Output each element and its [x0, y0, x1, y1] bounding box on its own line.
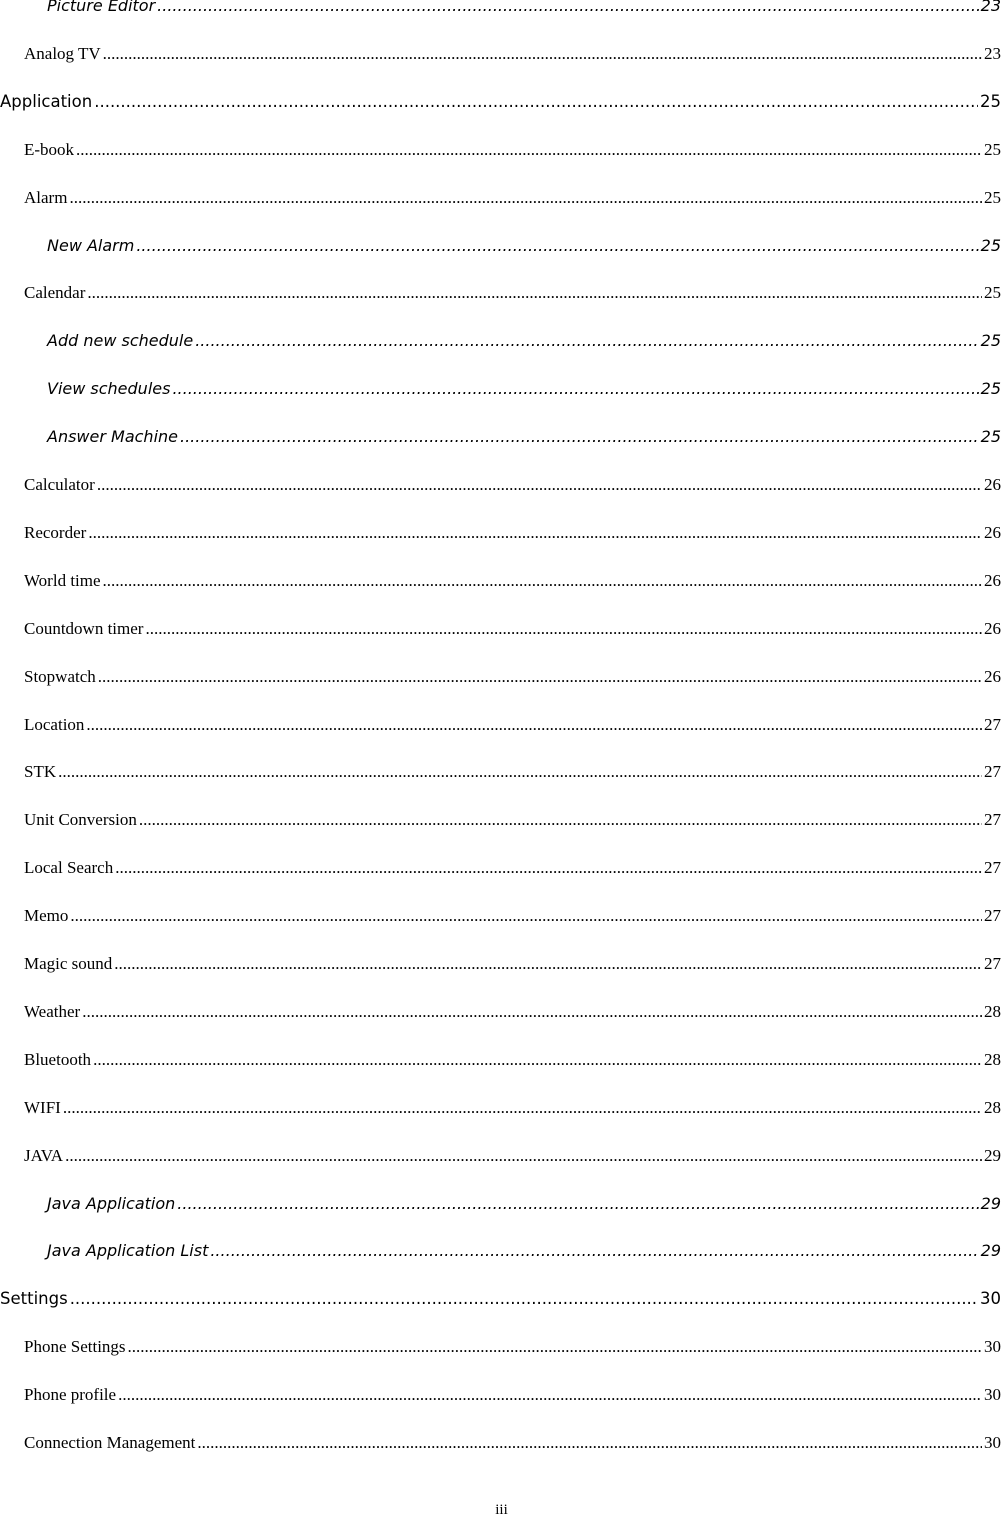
dot-leader [139, 810, 982, 830]
dot-leader [145, 619, 982, 639]
toc-entry[interactable] [24, 571, 1001, 591]
toc-entry-title: Analog TV [24, 43, 101, 63]
dot-leader [87, 283, 982, 303]
toc-entry[interactable] [24, 140, 1001, 160]
toc-entry-title: Weather [24, 1001, 81, 1021]
toc-entry-page: 27 [984, 762, 1001, 782]
toc-entry-title: Phone profile [24, 1385, 117, 1405]
dot-leader [114, 954, 982, 974]
toc-entry[interactable] [24, 1098, 1001, 1118]
toc-entry-page: 26 [984, 666, 1001, 686]
toc-entry-page: 30 [980, 1289, 1001, 1309]
toc-entry[interactable] [24, 523, 1001, 543]
dot-leader [76, 140, 982, 160]
toc-entry-page: 25 [980, 427, 1001, 447]
dot-leader [103, 571, 982, 591]
toc-entry[interactable] [24, 667, 1001, 687]
dot-leader [70, 906, 982, 926]
dot-leader [128, 1337, 982, 1357]
toc-entry[interactable] [24, 1337, 1001, 1357]
toc-entry-title: View schedules [47, 379, 171, 399]
dot-leader [177, 1194, 978, 1213]
toc-entry-page: 29 [980, 1193, 1001, 1213]
toc-entry[interactable] [24, 858, 1001, 878]
toc-entry[interactable] [47, 1194, 1001, 1213]
toc-entry-page: 23 [980, 0, 1001, 15]
toc-entry[interactable] [24, 283, 1001, 303]
toc-entry[interactable] [0, 92, 1001, 111]
toc-entry-title: Alarm [24, 187, 68, 207]
dot-leader [98, 667, 982, 687]
dot-leader [118, 1385, 982, 1405]
toc-entry-title: New Alarm [47, 235, 135, 255]
toc-entry-title: Picture Editor [47, 0, 156, 15]
toc-entry-title: Location [24, 714, 85, 734]
toc-entry-title: JAVA [24, 1145, 64, 1165]
toc-entry-page: 28 [984, 1049, 1001, 1069]
toc-entry-page: 28 [984, 1001, 1001, 1021]
page-number: iii [495, 1502, 508, 1518]
toc-entry-page: 26 [984, 475, 1001, 494]
toc-entry[interactable] [24, 762, 1001, 782]
toc-entry-page: 26 [984, 522, 1001, 542]
toc-entry-title: STK [24, 762, 57, 782]
toc-entry[interactable] [0, 1289, 1001, 1308]
dot-leader [65, 1146, 982, 1166]
toc-entry-title: Stopwatch [24, 666, 96, 686]
toc-entry-page: 25 [980, 91, 1001, 111]
toc-entry-page: 29 [984, 1145, 1001, 1165]
toc-entry-title: Java Application [47, 1193, 176, 1213]
dot-leader [58, 762, 982, 782]
dot-leader [115, 858, 982, 878]
toc-entry-title: Connection Management [24, 1433, 196, 1452]
toc-entry-title: Settings [0, 1289, 68, 1309]
toc-entry-page: 30 [984, 1337, 1001, 1357]
toc-entry[interactable] [24, 1002, 1001, 1022]
dot-leader [97, 475, 982, 495]
toc-entry-page: 25 [984, 283, 1001, 303]
toc-entry-page: 30 [984, 1433, 1001, 1452]
dot-leader [70, 1289, 978, 1308]
toc-entry-page: 27 [984, 810, 1001, 830]
toc-entry[interactable] [24, 619, 1001, 639]
toc-entry-page: 26 [984, 570, 1001, 590]
toc-entry[interactable] [47, 427, 1001, 446]
toc-entry-title: Calendar [24, 283, 86, 303]
toc-entry-title: Calculator [24, 475, 95, 494]
toc-entry-page: 25 [980, 235, 1001, 255]
toc-entry-page: 25 [980, 331, 1001, 351]
toc-entry-title: Phone Settings [24, 1337, 126, 1357]
toc-entry-page: 27 [984, 858, 1001, 878]
toc-entry-title: Countdown timer [24, 618, 144, 638]
dot-leader [195, 331, 978, 350]
dot-leader [69, 188, 982, 208]
toc-entry[interactable] [24, 810, 1001, 830]
toc-entry-page: 25 [980, 379, 1001, 399]
toc-entry-title: Local Search [24, 858, 114, 878]
toc-entry-title: Magic sound [24, 954, 113, 973]
toc-entry-page: 27 [984, 906, 1001, 926]
toc-entry[interactable] [24, 1146, 1001, 1166]
dot-leader [94, 92, 978, 111]
toc-entry-title: Application [0, 91, 93, 111]
dot-leader [197, 1433, 982, 1453]
toc-entry[interactable] [47, 1241, 1001, 1260]
toc-entry-title: E-book [24, 139, 75, 159]
toc-entry[interactable] [24, 188, 1001, 208]
toc-entry[interactable] [24, 954, 1001, 974]
dot-leader [93, 1050, 982, 1070]
toc-entry-title: Bluetooth [24, 1049, 92, 1069]
dot-leader [88, 523, 982, 543]
dot-leader [172, 379, 978, 398]
toc-entry[interactable] [24, 1433, 1001, 1453]
toc-entry-page: 29 [980, 1241, 1001, 1261]
dot-leader [136, 236, 978, 255]
toc-entry-page: 25 [984, 187, 1001, 207]
toc-entry-title: Answer Machine [47, 427, 178, 447]
toc-entry[interactable] [47, 379, 1001, 398]
toc-entry[interactable] [24, 715, 1001, 735]
toc-entry[interactable] [47, 236, 1001, 255]
toc-entry-page: 27 [984, 954, 1001, 973]
toc-entry-page: 28 [984, 1097, 1001, 1117]
toc-entry-title: WIFI [24, 1097, 61, 1117]
toc-entry-title: Add new schedule [47, 331, 194, 351]
dot-leader [82, 1002, 982, 1022]
dot-leader [157, 0, 978, 15]
dot-leader [86, 715, 982, 735]
toc-entry-page: 27 [984, 714, 1001, 734]
toc-entry-page: 30 [984, 1385, 1001, 1405]
toc-entry[interactable] [24, 1050, 1001, 1070]
dot-leader [63, 1098, 982, 1118]
toc-entry[interactable] [24, 906, 1001, 926]
toc-entry[interactable] [24, 44, 1001, 64]
dot-leader [210, 1241, 978, 1260]
toc-entry-title: Unit Conversion [24, 810, 137, 830]
toc-entry[interactable] [24, 475, 1001, 495]
toc-entry-page: 23 [984, 43, 1001, 63]
toc-entry-page: 25 [984, 139, 1001, 159]
toc-entry[interactable] [47, 331, 1001, 350]
toc-entry-title: Recorder [24, 522, 87, 542]
toc-entry[interactable] [24, 1385, 1001, 1405]
toc-entry[interactable] [47, 0, 1001, 15]
toc-entry-title: Java Application List [47, 1241, 209, 1261]
dot-leader [180, 427, 979, 446]
toc-entry-title: Memo [24, 906, 69, 926]
dot-leader [103, 44, 982, 64]
toc-entry-page: 26 [984, 618, 1001, 638]
toc-entry-title: World time [24, 570, 101, 590]
